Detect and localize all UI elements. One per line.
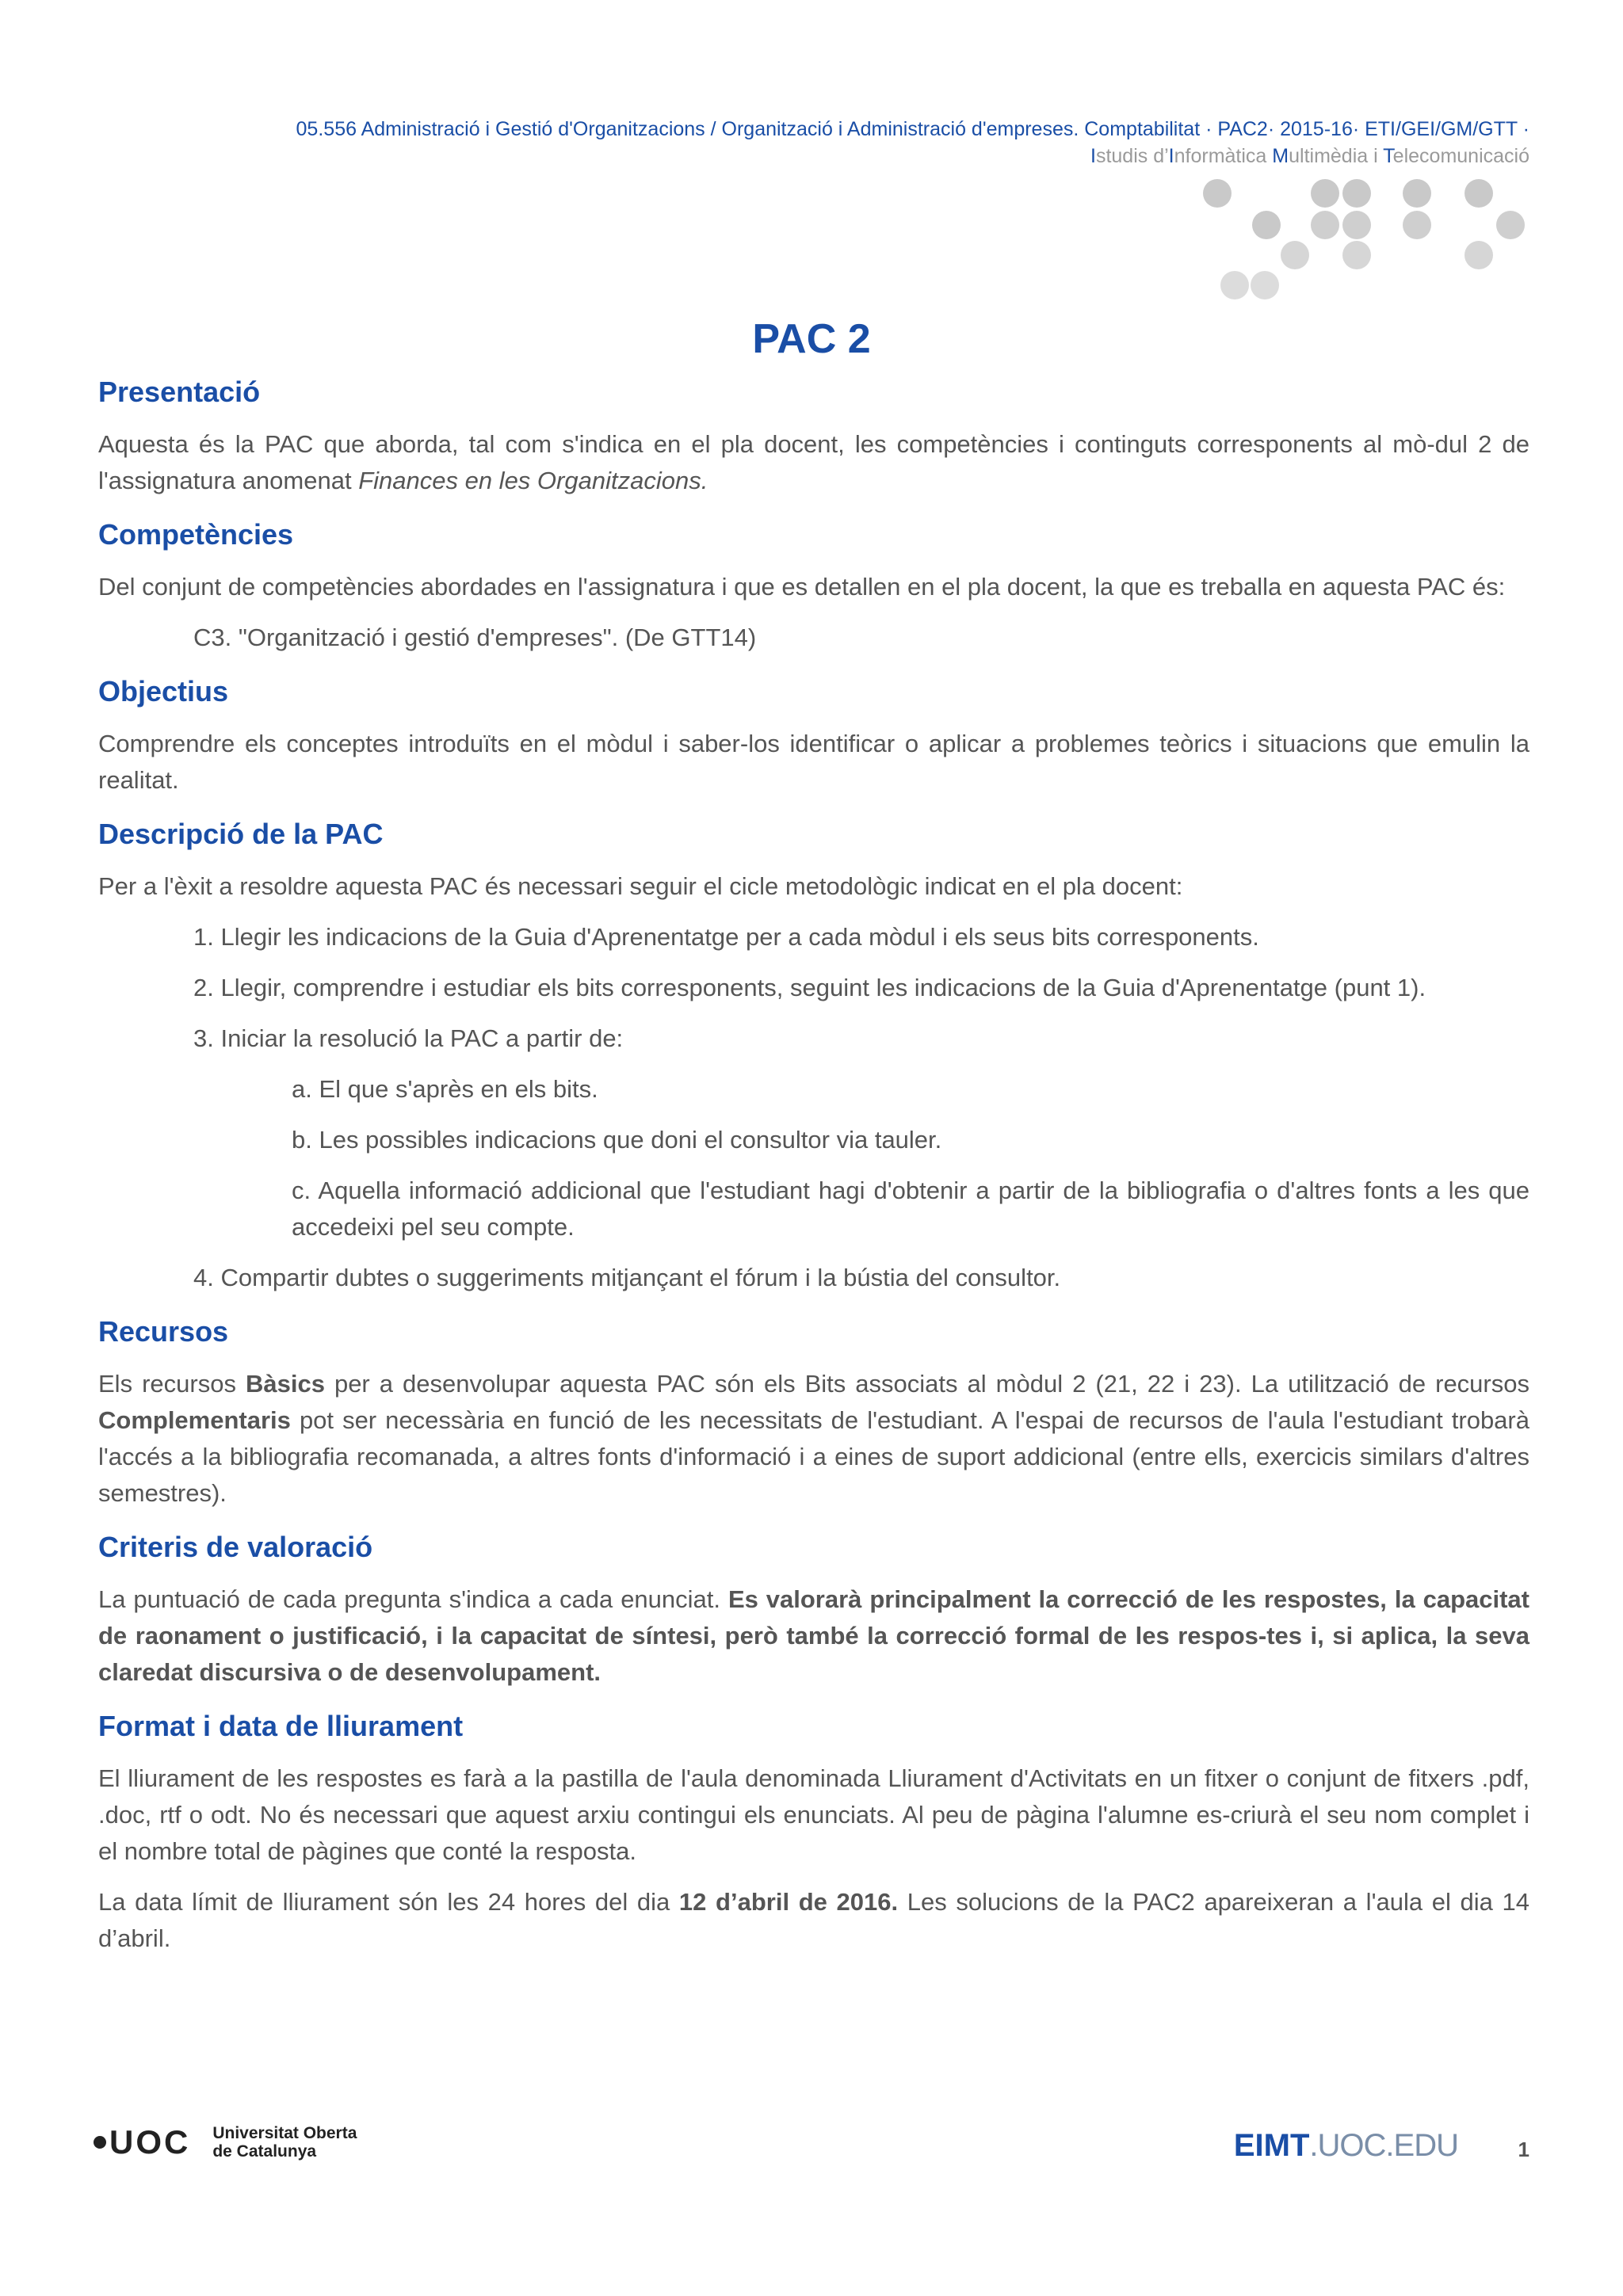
sub-list-item: a. El que s'après en els bits. <box>292 1075 598 1103</box>
eimt-logo: EIMT.UOC.EDU <box>1233 2128 1458 2163</box>
uoc-logo-text: UOC <box>109 2123 191 2161</box>
page-number: 1 <box>1518 2138 1529 2161</box>
course-header-line: 05.556 Administració i Gestió d'Organitzacions / Organització i Administració d'empreses. Comptabilitat · PAC2· 2015-16· ETI/GEI/GM/GTT · <box>296 118 1529 140</box>
page-footer <box>94 2123 1529 2171</box>
dot-icon <box>1342 179 1371 208</box>
dot-icon <box>1252 211 1281 239</box>
dot-icon <box>1311 179 1339 208</box>
criteris-paragraph: La puntuació de cada pregunta s'indica a cada enunciat. Es valorarà principalment la correcció de les respostes, la capacitat de raonament o justificació, i la capacitat de síntesi, però també la correcció formal de les respos-tes i, si aplica, la seva claredat discursiva o de desenvolupament. <box>98 1585 1529 1686</box>
studies-header-line: Istudis d’Informàtica Multimèdia i Telecomunicació <box>1090 145 1529 167</box>
list-item: 4. Compartir dubtes o suggeriments mitjançant el fórum i la bústia del consultor. <box>193 1264 1061 1291</box>
dot-icon <box>1281 241 1309 269</box>
section-heading-descripcio: Descripció de la PAC <box>98 818 384 850</box>
dot-icon <box>1203 179 1232 208</box>
section-heading-format: Format i data de lliurament <box>98 1710 464 1742</box>
dot-icon <box>1251 271 1279 299</box>
list-item: 2. Llegir, comprendre i estudiar els bits corresponents, seguint les indicacions de la Guia d'Aprenentatge (punt 1). <box>193 974 1426 1001</box>
uoc-mark <box>94 2123 190 2161</box>
competencies-paragraph: Del conjunt de competències abordades en l'assignatura i que es detallen en el pla docent, la que es treballa en aquesta PAC és: <box>98 573 1506 601</box>
dot-icon <box>1465 179 1493 208</box>
dot-icon <box>1465 241 1493 269</box>
dot-icon <box>1342 241 1371 269</box>
list-item: 3. Iniciar la resolució la PAC a partir de: <box>193 1024 624 1052</box>
document-header <box>296 116 1529 170</box>
dot-icon <box>1403 211 1431 239</box>
section-heading-recursos: Recursos <box>98 1315 229 1348</box>
section-heading-presentacio: Presentació <box>98 376 261 408</box>
dot-icon <box>1496 211 1525 239</box>
university-name: Universitat Oberta de Catalunya <box>212 2124 357 2161</box>
dot-icon <box>1403 179 1431 208</box>
dot-icon <box>1342 211 1371 239</box>
decorative-dots <box>1203 173 1536 307</box>
sub-list-item: b. Les possibles indicacions que doni el consultor via tauler. <box>292 1126 942 1154</box>
competency-item: C3. "Organització i gestió d'empreses". (De GTT14) <box>193 624 757 651</box>
sub-list-item: c. Aquella informació addicional que l'estudiant hagi d'obtenir a partir de la bibliografia o d'altres fonts a les que accedeixi pel seu compte. <box>292 1177 1529 1241</box>
uoc-logo <box>94 2123 357 2161</box>
document-body <box>98 372 1529 1957</box>
dot-icon <box>1220 271 1249 299</box>
dot-icon <box>1311 211 1339 239</box>
section-heading-competencies: Competències <box>98 518 294 551</box>
section-heading-criteris: Criteris de valoració <box>98 1531 373 1563</box>
objectius-paragraph: Comprendre els conceptes introduïts en el mòdul i saber-los identificar o aplicar a problemes teòrics i situacions que emulin la realitat. <box>98 730 1529 794</box>
uoc-dot-icon <box>94 2136 106 2149</box>
recursos-paragraph: Els recursos Bàsics per a desenvolupar aquesta PAC són els Bits associats al mòdul 2 (21, 22 i 23). La utilització de recursos Complementaris pot ser necessària en funció de les necessitats de l'estudiant. A l'espai de recursos de l'aula l'estudiant trobarà l'accés a la bibliografia recomanada, a altres fonts d'informació i a eines de suport addicional (entre ells, exercicis similars d'altres semestres). <box>98 1370 1529 1507</box>
descripcio-paragraph: Per a l'èxit a resoldre aquesta PAC és necessari seguir el cicle metodològic indicat en el pla docent: <box>98 872 1183 900</box>
section-heading-objectius: Objectius <box>98 675 229 707</box>
list-item: 1. Llegir les indicacions de la Guia d'Aprenentatge per a cada mòdul i els seus bits corresponents. <box>193 923 1259 951</box>
deadline-paragraph: La data límit de lliurament són les 24 hores del dia 12 d’abril de 2016. Les solucions de la PAC2 apareixeran a l'aula el dia 14 d’abril. <box>98 1888 1529 1952</box>
presentacio-paragraph: Aquesta és la PAC que aborda, tal com s'indica en el pla docent, les competències i continguts corresponents al mò-dul 2 de l'assignatura anomenat Finances en les Organitzacions. <box>98 430 1529 494</box>
page-title: PAC 2 <box>752 316 871 362</box>
format-paragraph: El lliurament de les respostes es farà a la pastilla de l'aula denominada Lliurament d'Activitats en un fitxer o conjunt de fitxers .pdf, .doc, rtf o odt. No és necessari que aquest arxiu contingui els enunciats. Al peu de pàgina l'alumne es-criurà el seu nom complet i el nombre total de pàgines que conté la resposta. <box>98 1764 1529 1865</box>
